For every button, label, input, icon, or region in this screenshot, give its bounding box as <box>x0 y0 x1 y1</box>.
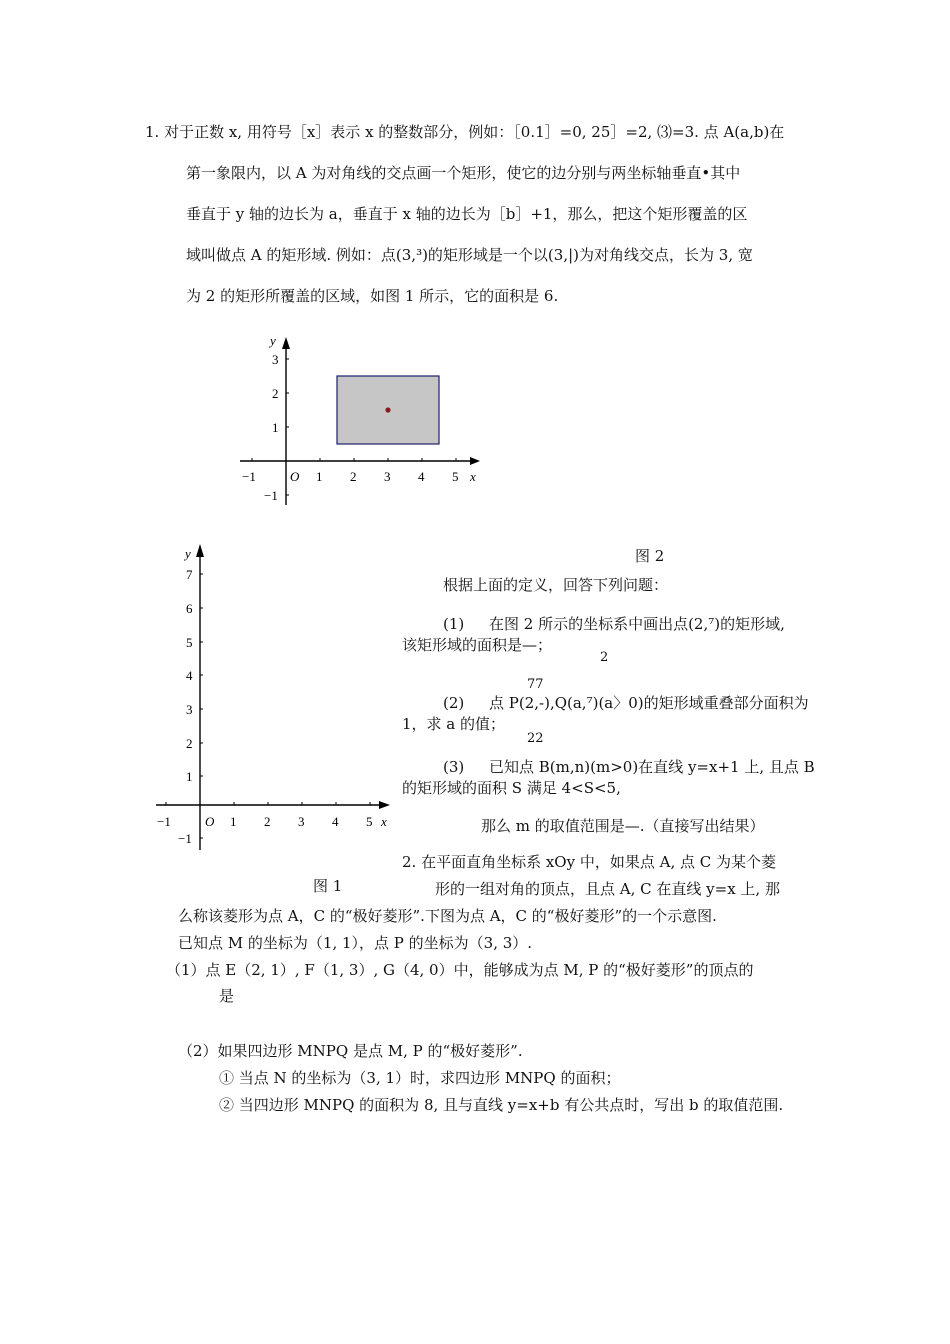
figure2-y-tick: 4 <box>186 668 193 683</box>
problem2-subquestion1: 是 <box>219 987 235 1005</box>
question2-text: 1，求 a 的值； <box>402 715 506 733</box>
figure1-x-arrow <box>470 457 480 465</box>
problem1-line: 1. 对于正数 x, 用符号［x］表示 x 的整数部分，例如：［0.1］=0, 25］=2, ⑶=3. 点 A(a,b)在 <box>145 123 785 141</box>
figure2-x-label: x <box>381 814 387 829</box>
problem2-subquestion2-item: ② 当四边形 MNPQ 的面积为 8, 且与直线 y=x+b 有公共点时，写出 b 的取值范围. <box>219 1096 784 1114</box>
question3-text: 已知点 B(m,n)(m>0)在直线 y=x+1 上, 且点 B <box>489 758 815 776</box>
figure2-y-tick: 6 <box>186 601 193 616</box>
figure2-y-tick: 1 <box>186 769 193 784</box>
problem2-line: 已知点 M 的坐标为（1, 1），点 P 的坐标为（3, 3）. <box>178 934 533 952</box>
figure2-x-tick: 1 <box>230 814 237 829</box>
figure1-y-tick: 2 <box>272 386 279 401</box>
problem1-line: 域叫做点 A 的矩形域. 例如：点(3,³)的矩形域是一个以(3,|)为对角线交点，长为 3, 宽 <box>186 246 753 264</box>
question1-text: 该矩形域的面积是—； <box>402 636 553 654</box>
figure1-caption: 图 1 <box>313 877 343 895</box>
question1-text: 在图 2 所示的坐标系中画出点(2,⁷)的矩形域, <box>489 615 785 633</box>
figure2-y-tick: 5 <box>186 635 193 650</box>
question1-fraction: 2 <box>600 650 609 665</box>
problem1-line: 垂直于 y 轴的边长为 a，垂直于 x 轴的边长为［b］+1，那么，把这个矩形覆盖的区 <box>186 205 748 223</box>
question2-text: 点 P(2,-),Q(a,⁷)(a〉0)的矩形域重叠部分面积为 <box>489 694 809 712</box>
figure2-y-tick: 2 <box>186 736 193 751</box>
figure1-x-tick: 2 <box>350 469 357 484</box>
figure2-y-label: y <box>185 546 191 561</box>
questions-intro: 根据上面的定义，回答下列问题： <box>443 576 669 594</box>
question2-fraction-bottom: 22 <box>527 731 544 746</box>
question2-fraction-top: 77 <box>527 677 544 692</box>
figure2-y-tick: 3 <box>186 702 193 717</box>
question3-text: 的矩形域的面积 S 满足 4<S<5, <box>402 779 621 797</box>
question2-number: (2) <box>443 694 465 712</box>
figure1-y-arrow <box>282 337 290 349</box>
figure1-x-tick: 3 <box>384 469 391 484</box>
problem2-line: 形的一组对角的顶点，且点 A, C 在直线 y=x 上, 那 <box>435 880 780 898</box>
figure1-center-point <box>385 407 390 412</box>
problem1-line: 第一象限内，以 A 为对角线的交点画一个矩形，使它的边分别与两坐标轴垂直•其中 <box>186 164 741 182</box>
figure1-y-tick: −1 <box>264 488 278 503</box>
figure2-graph <box>148 538 398 858</box>
figure2-x-tick: 4 <box>332 814 339 829</box>
figure1-y-label: y <box>270 333 276 348</box>
figure1-graph <box>230 325 500 515</box>
figure2-x-tick: −1 <box>157 814 171 829</box>
figure1-x-tick: 5 <box>452 469 459 484</box>
problem2-subquestion1: （1）点 E（2, 1）, F（1, 3）, G（4, 0）中，能够成为点 M, P 的“极好菱形”的顶点的 <box>166 961 754 979</box>
problem2-subquestion2: （2）如果四边形 MNPQ 是点 M, P 的“极好菱形”. <box>178 1042 523 1060</box>
problem2-line: 2. 在平面直角坐标系 xOy 中，如果点 A, 点 C 为某个菱 <box>402 853 776 871</box>
figure1-origin-label: O <box>290 469 300 484</box>
figure1-x-tick: 4 <box>418 469 425 484</box>
figure2-x-tick: 3 <box>298 814 305 829</box>
question1-number: (1) <box>443 615 465 633</box>
figure2-y-arrow <box>196 544 204 557</box>
figure1-x-tick: 1 <box>316 469 323 484</box>
problem1-line: 为 2 的矩形所覆盖的区域，如图 1 所示，它的面积是 6. <box>186 287 559 305</box>
question3-text: 那么 m 的取值范围是—.（直接写出结果） <box>481 817 765 835</box>
figure2-y-tick: −1 <box>178 831 192 846</box>
figure1-x-tick: −1 <box>242 469 256 484</box>
figure2-x-tick: 5 <box>366 814 373 829</box>
figure2-y-tick: 7 <box>186 567 193 582</box>
figure2-x-arrow <box>379 801 390 809</box>
problem2-line: 么称该菱形为点 A，C 的“极好菱形”.下图为点 A，C 的“极好菱形”的一个示意图. <box>178 907 717 925</box>
figure2-origin-label: O <box>205 814 215 829</box>
figure1-x-label: x <box>470 469 476 484</box>
question3-number: (3) <box>443 758 465 776</box>
figure1-y-tick: 3 <box>272 352 279 367</box>
figure2-x-tick: 2 <box>264 814 271 829</box>
figure2-caption: 图 2 <box>635 547 665 565</box>
figure1-y-tick: 1 <box>272 420 279 435</box>
problem2-subquestion2-item: ① 当点 N 的坐标为（3, 1）时，求四边形 MNPQ 的面积； <box>219 1069 621 1087</box>
